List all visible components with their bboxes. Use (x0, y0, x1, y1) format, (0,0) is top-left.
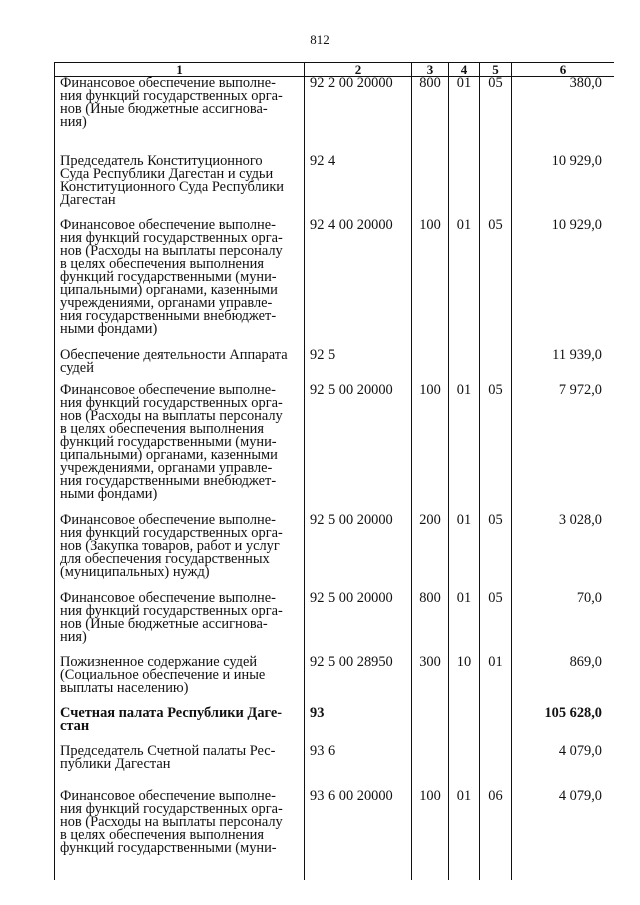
row-amount: 10 929,0 (512, 219, 615, 349)
table-body (55, 77, 615, 881)
row-description: Счетная палата Республики Даге- стан (55, 707, 305, 745)
row-code: 93 6 00 20000 (305, 790, 412, 881)
row-code: 92 2 00 20000 (305, 77, 412, 155)
row-description: Обеспечение деятельности Аппарата судей (55, 349, 305, 384)
row-column-4: 01 (449, 219, 480, 349)
budget-table (54, 62, 614, 880)
row-code: 93 (305, 707, 412, 745)
row-amount: 4 079,0 (512, 790, 615, 881)
row-column-4 (449, 745, 480, 790)
table-row (55, 77, 615, 155)
row-description: Пожизненное содержание судей (Социальное обеспечение и иные выплаты населению) (55, 656, 305, 707)
row-column-5 (480, 349, 512, 384)
row-amount: 7 972,0 (512, 384, 615, 514)
table-row (55, 790, 615, 881)
table-row (55, 514, 615, 592)
row-column-3 (412, 349, 449, 384)
row-column-3 (412, 745, 449, 790)
table-row (55, 384, 615, 514)
page-number: 812 (310, 32, 330, 47)
column-header: 1 (55, 63, 305, 77)
table-row (55, 349, 615, 384)
column-header: 6 (512, 63, 615, 77)
row-column-3 (412, 707, 449, 745)
table-row (55, 219, 615, 349)
row-column-5: 06 (480, 790, 512, 881)
table-row (55, 745, 615, 790)
row-description: Финансовое обеспечение выполне- ния функций государственных орга- нов (Расходы на выплаты персоналу в целях обеспечения выполнения функций государственными (муни- (55, 790, 305, 881)
row-column-3: 800 (412, 592, 449, 656)
row-description: Председатель Счетной палаты Рес- публики Дагестан (55, 745, 305, 790)
row-column-4: 01 (449, 790, 480, 881)
row-amount: 380,0 (512, 77, 615, 155)
row-column-4: 10 (449, 656, 480, 707)
row-code: 92 5 00 28950 (305, 656, 412, 707)
row-amount: 11 939,0 (512, 349, 615, 384)
row-column-5: 01 (480, 656, 512, 707)
row-code: 93 6 (305, 745, 412, 790)
row-column-3: 100 (412, 219, 449, 349)
table-row (55, 656, 615, 707)
row-column-3: 100 (412, 384, 449, 514)
row-column-5: 05 (480, 592, 512, 656)
row-description: Финансовое обеспечение выполне- ния функций государственных орга- нов (Иные бюджетные ассигнова- ния) (55, 77, 305, 155)
row-code: 92 4 00 20000 (305, 219, 412, 349)
row-code: 92 5 (305, 349, 412, 384)
row-description: Финансовое обеспечение выполне- ния функций государственных орга- нов (Закупка товаров, работ и услуг для обеспечения государственных (муниципальных) нужд) (55, 514, 305, 592)
row-column-4: 01 (449, 384, 480, 514)
row-column-4 (449, 349, 480, 384)
row-column-5: 05 (480, 219, 512, 349)
table-row (55, 155, 615, 219)
budget-table-wrapper (54, 62, 614, 880)
row-column-4 (449, 155, 480, 219)
row-column-3: 200 (412, 514, 449, 592)
row-column-5: 05 (480, 514, 512, 592)
column-header: 2 (305, 63, 412, 77)
row-column-5 (480, 745, 512, 790)
row-code: 92 4 (305, 155, 412, 219)
row-amount: 3 028,0 (512, 514, 615, 592)
row-description: Финансовое обеспечение выполне- ния функций государственных орга- нов (Расходы на выплаты персоналу в целях обеспечения выполнения функций государственными (муни- ципальными) органами, казенными учреждениями, органами управле- ния государственными внебюджет- ными фондами) (55, 219, 305, 349)
row-column-3: 300 (412, 656, 449, 707)
row-code: 92 5 00 20000 (305, 514, 412, 592)
table-row (55, 592, 615, 656)
row-column-3: 100 (412, 790, 449, 881)
row-description: Финансовое обеспечение выполне- ния функций государственных орга- нов (Расходы на выплаты персоналу в целях обеспечения выполнения функций государственными (муни- ципальными) органами, казенными учреждениями, органами управле- ния государственными внебюджет- ными фондами) (55, 384, 305, 514)
table-row (55, 707, 615, 745)
row-column-4: 01 (449, 77, 480, 155)
row-code: 92 5 00 20000 (305, 384, 412, 514)
row-column-5 (480, 707, 512, 745)
row-column-5: 05 (480, 77, 512, 155)
row-column-3: 800 (412, 77, 449, 155)
column-header: 4 (449, 63, 480, 77)
row-description: Финансовое обеспечение выполне- ния функций государственных орга- нов (Иные бюджетные ассигнова- ния) (55, 592, 305, 656)
row-amount: 869,0 (512, 656, 615, 707)
row-column-5 (480, 155, 512, 219)
row-amount: 105 628,0 (512, 707, 615, 745)
row-amount: 4 079,0 (512, 745, 615, 790)
column-header: 5 (480, 63, 512, 77)
row-amount: 70,0 (512, 592, 615, 656)
column-header: 3 (412, 63, 449, 77)
row-column-3 (412, 155, 449, 219)
row-amount: 10 929,0 (512, 155, 615, 219)
row-column-4: 01 (449, 592, 480, 656)
row-code: 92 5 00 20000 (305, 592, 412, 656)
row-column-4 (449, 707, 480, 745)
row-description: Председатель Конституционного Суда Республики Дагестан и судьи Конституционного Суда Республики Дагестан (55, 155, 305, 219)
row-column-4: 01 (449, 514, 480, 592)
row-column-5: 05 (480, 384, 512, 514)
